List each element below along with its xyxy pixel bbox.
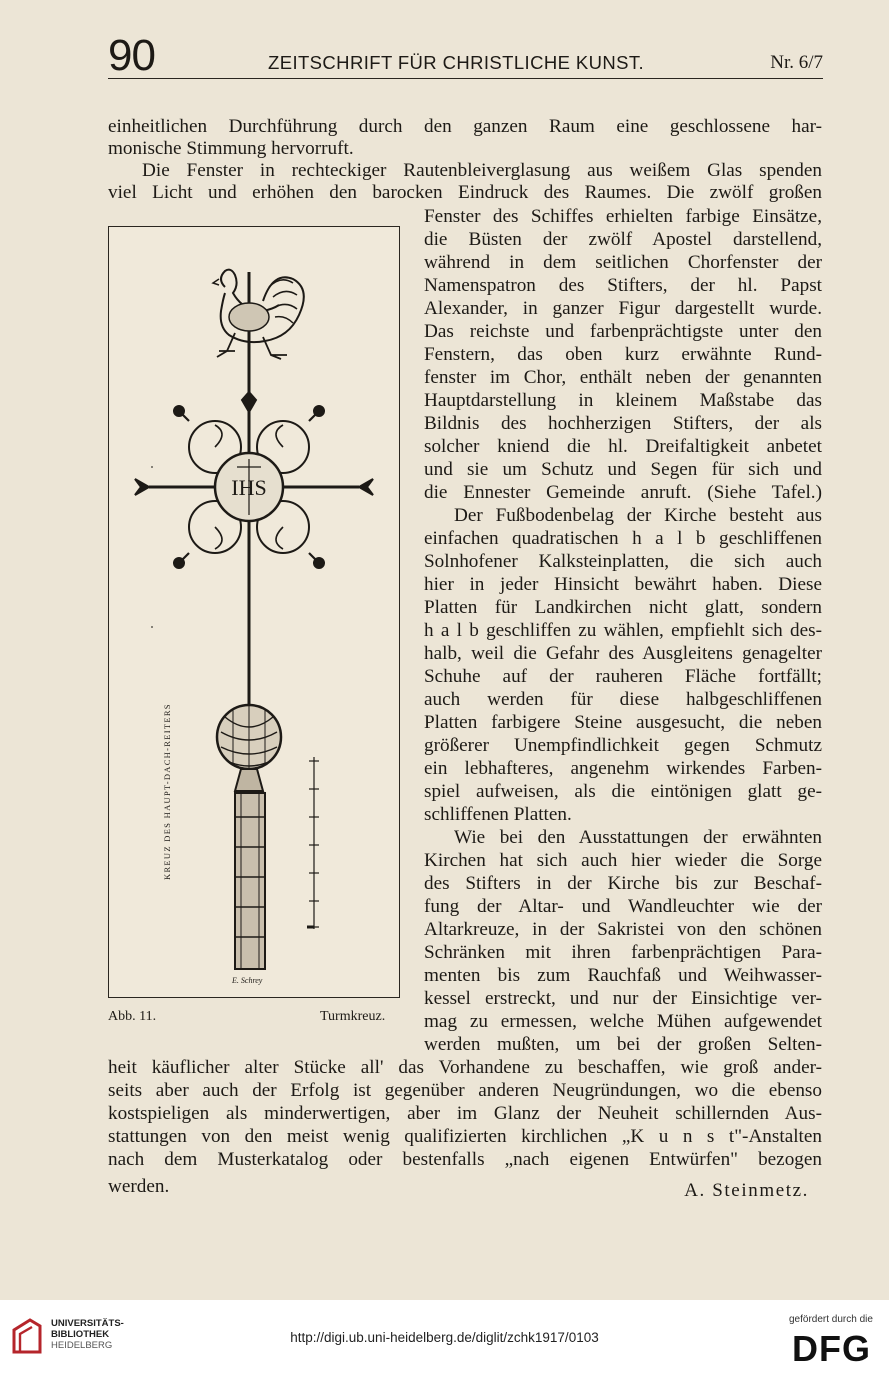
tower-sphere [217,705,281,769]
text-line: werden mußten, um bei der großen Selten- [424,1034,822,1055]
text-line: ein lebhafteres, angenehm wirkendes Farben- [424,758,822,779]
text-line: Der Fußbodenbelag der Kirche besteht aus [454,505,822,526]
text-line: Hauptdarstellung in kleinem Maßstabe das [424,390,822,411]
text-line: Schränken mit ihren farbenprächtigen Para- [424,942,822,963]
author-signature: A. Steinmetz. [684,1180,809,1201]
text-line: die Ennester Gemeinde anruft. (Siehe Tafel.) [424,482,822,503]
text-line: Namenspatron des Stifters, der hl. Papst [424,275,822,296]
dfg-logo[interactable]: DFG [792,1328,871,1369]
text-line: und sie um Schutz und Segen für sich und [424,459,822,480]
text-line: nach dem Musterkatalog oder bestenfalls „nach eigenen Entwürfen" bezogen [108,1149,822,1170]
permalink-url[interactable]: http://digi.ub.uni-heidelberg.de/diglit/zchk1917/0103 [290,1330,599,1345]
funding-note: gefördert durch die [789,1314,873,1325]
text-line: fenster im Chor, enthält neben der genannten [424,367,822,388]
text-line: Das reichste und farbenprächtigste unter den [424,321,822,342]
text-line: monische Stimmung hervorruft. [108,138,354,159]
tower-base [235,769,265,969]
digitization-footer [0,1300,889,1375]
library-line: BIBLIOTHEK [51,1329,110,1340]
text-line: menten bis zum Rauchfaß und Weihwasser- [424,965,822,986]
text-line: Kirchen hat sich auch hier wieder die Sorge [424,850,822,871]
figure-number: Abb. 11. [108,1009,157,1024]
text-line: Platten für Landkirchen nicht glatt, sondern [424,597,822,618]
measuring-scale [307,757,319,929]
text-line: die Büsten der zwölf Apostel darstellend, [424,229,822,250]
text-line: Platten farbigere Steine ausgesucht, die neben [424,712,822,733]
text-line: heit käuflicher alter Stücke all' das Vorhandene zu beschaffen, wie groß ander- [108,1057,822,1078]
text-line: hier in jeder Hinsicht bewährt haben. Diese [424,574,822,595]
text-line: größerer Unempfindlichkeit gegen Schmutz [424,735,822,756]
text-line: fung der Altar- und Wandleuchter wie der [424,896,822,917]
text-line: seits aber auch der Erfolg ist gegenüber anderen Neugründungen, wo die ebenso [108,1080,822,1101]
text-line: Fenstern, das oben kurz erwähnte Rund- [424,344,822,365]
library-line: HEIDELBERG [51,1340,113,1351]
text-line: Alexander, in ganzer Figur dargestellt wurde. [424,298,822,319]
ihs-monogram: IHS [231,475,267,500]
text-line: einfachen quadratischen h a l b geschliffenen [424,528,822,549]
text-line: Solnhofener Kalksteinplatten, die sich auch [424,551,822,572]
text-line: mag zu ermessen, welche Mühen aufgewendet [424,1011,822,1032]
text-line: Altarkreuze, in der Sakristei von den schönen [424,919,822,940]
text-line: Die Fenster in rechteckiger Rautenbleiverglasung aus weißem Glas spenden [142,160,822,181]
issue-number: Nr. 6/7 [770,52,823,73]
rooster-icon [213,270,304,359]
figure-vertical-label: KREUZ DES HAUPT-DACH-REITERS [162,703,172,880]
text-line: viel Licht und erhöhen den barocken Eindruck des Raumes. Die zwölf großen [108,182,822,203]
text-line: kostspieligen als minderwertigen, aber im Glanz der Neuheit schillernden Aus- [108,1103,822,1124]
figure-caption: Turmkreuz. [320,1009,386,1024]
text-line: während in dem seitlichen Chorfenster der [424,252,822,273]
figure-tower-cross [108,226,400,998]
journal-title: ZEITSCHRIFT FÜR CHRISTLICHE KUNST. [268,52,645,73]
text-line: werden. [108,1176,170,1197]
text-line: Fenster des Schiffes erhielten farbige Einsätze, [424,206,822,227]
text-line: einheitlichen Durchführung durch den ganzen Raum eine geschlossene har- [108,116,822,137]
text-line: des Stifters in der Kirche bis zur Beschaf- [424,873,822,894]
illustrator-signature: E. Schrey [232,976,263,985]
text-line: Wie bei den Ausstattungen der erwähnten [454,827,822,848]
text-line: kessel erstreckt, und nur der Einsichtige ver- [424,988,822,1009]
text-line: Schuhe auf der rauheren Fläche fortfällt; [424,666,822,687]
library-line: UNIVERSITÄTS- [51,1318,124,1329]
text-line: solcher kniend die hl. Dreifaltigkeit anbetet [424,436,822,457]
page-number: 90 [108,31,155,80]
running-header [108,31,823,80]
text-line: stattungen von den meist wenig qualifizierten kirchlichen „K u n s t"-Anstalten [108,1126,822,1147]
tower-cross-drawing [109,227,399,997]
text-line: halb, weil die Gefahr des Ausgleitens genagelter [424,643,822,664]
text-line: schliffenen Platten. [424,804,572,825]
text-line: auch werden für diese halbgeschliffenen [424,689,822,710]
text-line: spiel aufweisen, als die eintönigen glatt ge- [424,781,822,802]
text-line: Bildnis des hochherzigen Stifters, der als [424,413,822,434]
text-line: h a l b geschliffen zu wählen, empfiehlt sich des- [424,620,822,641]
